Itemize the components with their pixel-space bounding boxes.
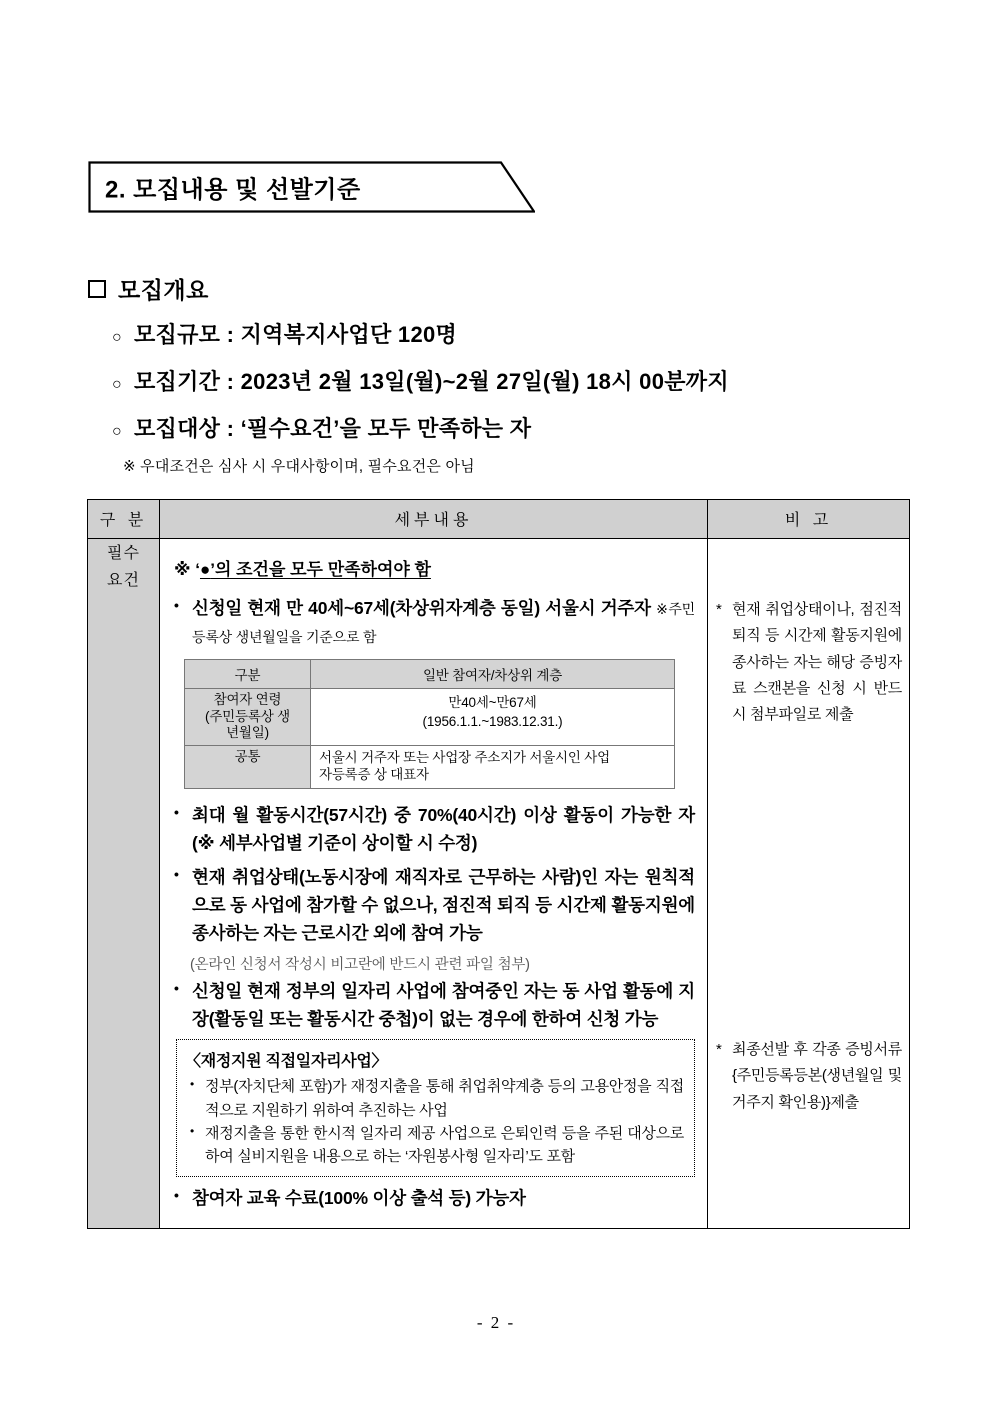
row-bigo-cell — [708, 539, 910, 1229]
column-header-bigo: 비 고 — [708, 500, 910, 539]
empty-square-icon — [88, 280, 106, 298]
bullet-inline-note: ※주민등록상 생년월일을 기준으로 함 — [192, 601, 695, 646]
page-number: - 2 - — [476, 1313, 516, 1332]
column-header-detail: 세부내용 — [160, 500, 708, 539]
detail-bullets-primary — [172, 594, 695, 651]
list-item-label: 모집규모 : 지역복지사업단 120명 — [133, 322, 458, 347]
detail-bullets-final — [172, 1184, 695, 1212]
row-detail-cell — [160, 539, 708, 1229]
age-criteria-table — [184, 659, 675, 789]
column-header-gubun: 구 분 — [88, 500, 160, 539]
value-line1: 서울시 거주자 또는 사업장 주소지가 서울시인 사업 — [319, 750, 610, 766]
overview-subheading — [88, 272, 209, 305]
bigo-note-text: 최종선발 후 각종 증빙서류{주민등록등본(생년월일 및 거주지 확인용)}제출 — [732, 1041, 902, 1111]
value-line2: 자등록증 상 대표자 — [319, 767, 429, 783]
list-item: • 재정지출을 통한 한시적 일자리 제공 사업으로 은퇴인력 등을 주된 대상으로 하여 실비지원을 내용으로 하는 ‘자원봉사형 일자리’도 포함 — [185, 1122, 684, 1169]
table-row — [185, 746, 675, 789]
asterisk-bullet-glyph: ● — [199, 560, 211, 579]
list-item: • 최대 월 활동시간(57시간) 중 70%(40시간) 이상 활동이 가능한 자(※ 세부사업별 기준이 상이할 시 수정) — [172, 801, 695, 858]
detail-sub-note: (온라인 신청서 작성시 비고란에 반드시 관련 파일 첨부) — [190, 956, 530, 973]
row-category-line1: 필수 — [107, 545, 140, 562]
row-category-cell — [88, 539, 160, 1229]
inner-column-header-group: 일반 참여자/차상위 계층 — [311, 659, 675, 688]
list-item: • 정부(자치단체 포함)가 재정지출을 통해 취업취약계층 등의 고용안정을 직접적으로 지원하기 위하여 추진하는 사업 — [185, 1075, 684, 1122]
asterisk-suffix: ’의 조건을 모두 만족하여야 함 — [210, 560, 431, 579]
inner-row-value — [311, 746, 675, 789]
section-heading-text: 2. 모집내용 및 선발기준 — [105, 176, 361, 204]
circle-marker-icon: ○ — [112, 376, 122, 393]
circle-marker-icon: ○ — [112, 329, 122, 346]
overview-subheading-text: 모집개요 — [118, 277, 209, 303]
list-item-label: 모집기간 : 2023년 2월 13일(월)~2월 27일(월) 18시 00분까지 — [133, 369, 729, 394]
table-row — [185, 688, 675, 746]
list-item — [112, 318, 932, 349]
detail-asterisk-line — [174, 555, 695, 580]
value-line2: (1956.1.1.~1983.12.31.) — [422, 714, 563, 730]
bigo-note-text: 현재 취업상태이나, 점진적 퇴직 등 시간제 활동지원에 종사하는 자는 해당 증빙자료 스캔본을 신청 시 반드시 첨부파일로 제출 — [732, 601, 902, 723]
table-header-row — [185, 659, 675, 688]
asterisk-marker-icon: * — [716, 601, 722, 618]
financial-support-box-title: 〈재정지원 직접일자리사업〉 — [185, 1053, 388, 1071]
overview-note: ※ 우대조건은 심사 시 우대사항이며, 필수요건은 아님 — [123, 458, 475, 475]
asterisk-prefix: ※ ‘ — [174, 560, 200, 579]
row-category-line2: 요건 — [107, 572, 140, 590]
inner-row-value — [311, 688, 675, 746]
bigo-note — [716, 1037, 902, 1116]
table-header-row — [88, 500, 910, 539]
inner-row-label: 공통 — [185, 746, 311, 789]
requirements-table — [87, 499, 910, 1229]
list-item-label: 모집대상 : ‘필수요건’을 모두 만족하는 자 — [133, 416, 532, 441]
bullet-text: 신청일 현재 만 40세~67세(차상위자계층 동일) 서울시 거주자 — [192, 598, 651, 618]
list-item — [172, 594, 695, 651]
list-item: • 참여자 교육 수료(100% 이상 출석 등) 가능자 — [172, 1184, 695, 1212]
bigo-note — [716, 597, 902, 728]
list-item: • 신청일 현재 정부의 일자리 사업에 참여중인 자는 동 사업 활동에 지장(활동일 또는 활동시간 중첩)이 없는 경우에 한하여 신청 가능 — [172, 977, 695, 1034]
detail-bullets-tertiary — [172, 977, 695, 1034]
table-row — [88, 539, 910, 1229]
label-line2: (주민등록상 생 — [205, 708, 290, 724]
financial-support-box — [176, 1039, 695, 1177]
list-item — [112, 412, 932, 443]
inner-row-label — [185, 688, 311, 746]
detail-bullets-secondary — [172, 801, 695, 948]
label-line1: 참여자 연령 — [213, 691, 282, 707]
list-item — [112, 365, 932, 396]
overview-list — [112, 318, 932, 459]
circle-marker-icon: ○ — [112, 423, 122, 440]
section-heading-banner — [88, 161, 535, 213]
inner-column-header-gubun: 구분 — [185, 659, 311, 688]
label-line3: 년월일) — [226, 725, 269, 741]
asterisk-marker-icon: * — [716, 1041, 722, 1058]
value-line1: 만40세~만67세 — [448, 694, 537, 710]
financial-support-box-list — [185, 1075, 684, 1168]
list-item: • 현재 취업상태(노동시장에 재직자로 근무하는 사람)인 자는 원칙적으로 동 사업에 참가할 수 없으나, 점진적 퇴직 등 시간제 활동지원에 종사하는 자는 근로시간 외에 참여 가능 — [172, 863, 695, 948]
